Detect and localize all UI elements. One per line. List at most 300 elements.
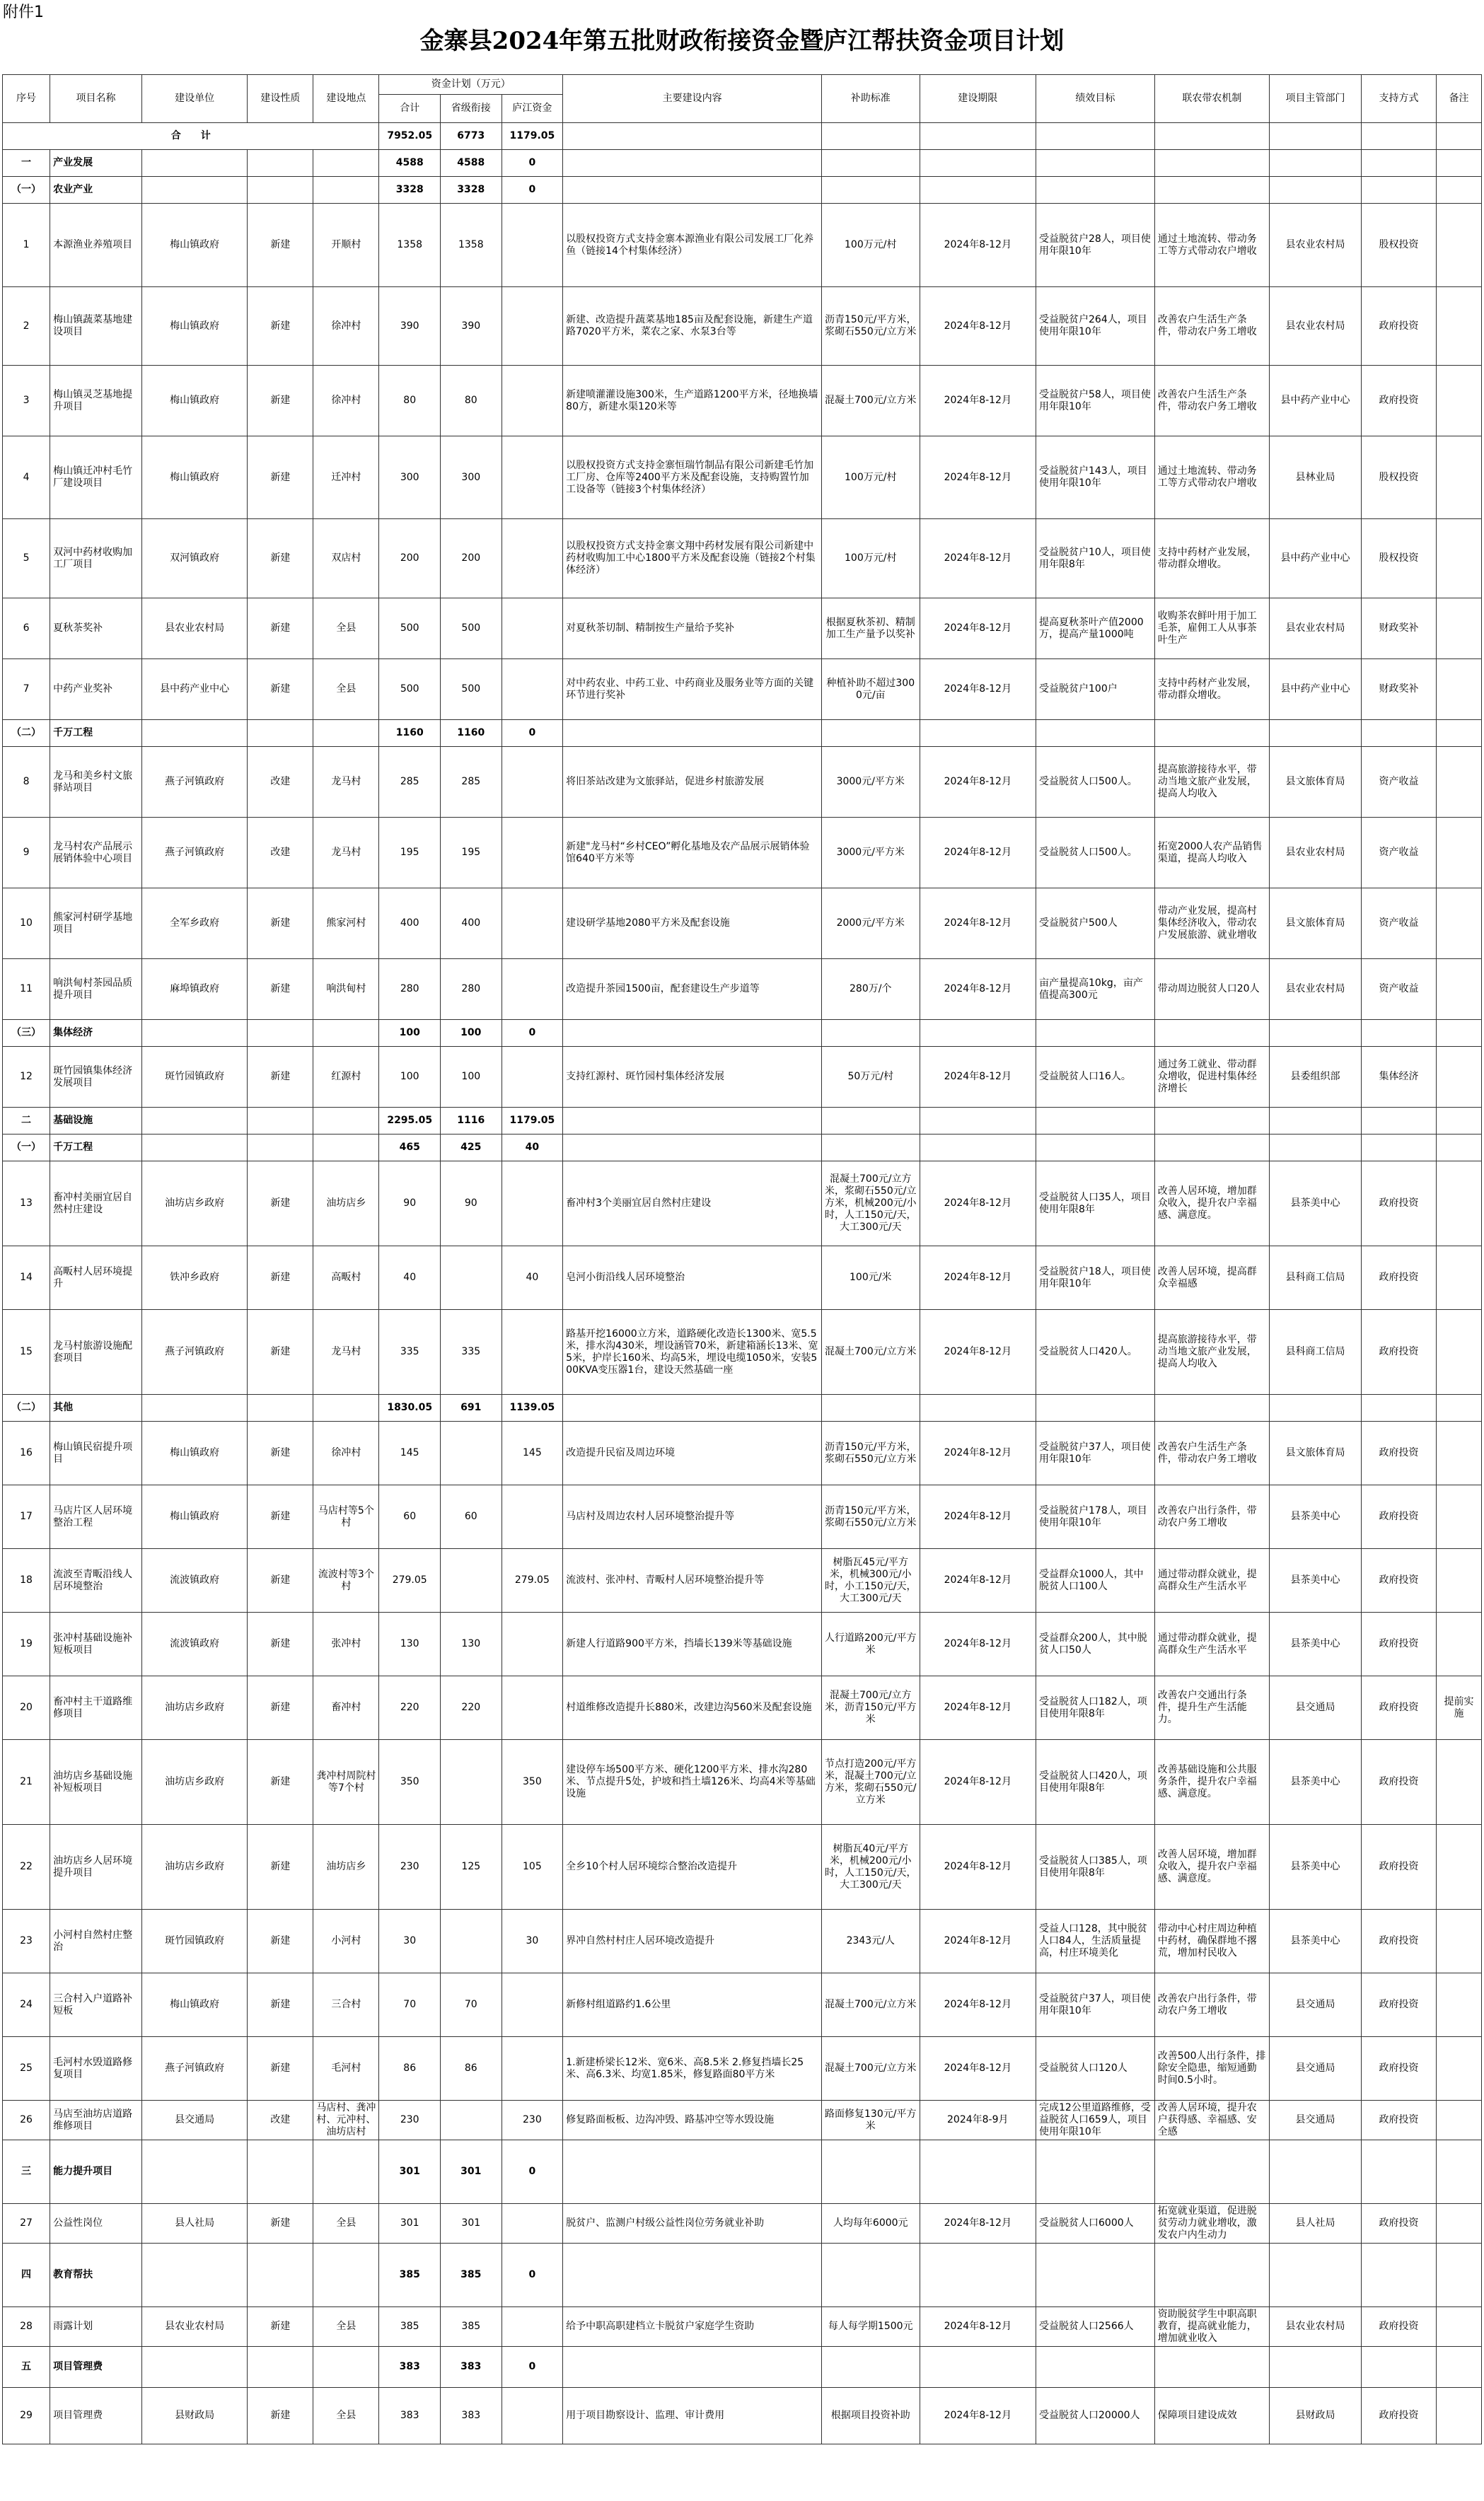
project-name: 油坊店乡基础设施补短板项目 xyxy=(50,1740,142,1825)
project-content: 对中药农业、中药工业、中药商业及服务业等方面的关键环节进行奖补 xyxy=(563,659,822,720)
project-provincial: 301 xyxy=(441,2204,502,2244)
project-name: 流波至青畈沿线人居环境整治 xyxy=(50,1549,142,1613)
project-support: 资产收益 xyxy=(1361,888,1436,959)
project-remark xyxy=(1437,2037,1482,2101)
section-total: 4588 xyxy=(379,150,441,177)
project-remark xyxy=(1437,1549,1482,1613)
project-lujiang xyxy=(502,959,563,1020)
project-period: 2024年8-9月 xyxy=(920,2101,1036,2140)
section-provincial: 383 xyxy=(441,2347,502,2388)
project-total: 390 xyxy=(379,287,441,366)
empty-cell xyxy=(1437,2140,1482,2204)
project-seq: 29 xyxy=(3,2388,50,2444)
project-subsidy: 混凝土700元/立方米 xyxy=(821,2037,920,2101)
project-subsidy: 混凝土700元/立方米，浆砌石550元/立方米，机械200元/小时，人工150元/天，大工300元/天 xyxy=(821,1161,920,1246)
project-content: 对夏秋茶切制、精制按生产量给予奖补 xyxy=(563,598,822,659)
project-period: 2024年8-12月 xyxy=(920,1422,1036,1485)
project-seq: 21 xyxy=(3,1740,50,1825)
project-unit: 斑竹园镇政府 xyxy=(141,1910,247,1973)
project-dept: 县农业农村局 xyxy=(1270,204,1362,287)
project-lujiang xyxy=(502,1613,563,1676)
project-lujiang xyxy=(502,1161,563,1246)
project-name: 熊家河村研学基地项目 xyxy=(50,888,142,959)
project-lujiang xyxy=(502,598,563,659)
project-plan-table xyxy=(2,74,1482,2444)
project-name: 畜冲村美丽宜居自然村庄建设 xyxy=(50,1161,142,1246)
header-row-1 xyxy=(3,75,1482,95)
header-content: 主要建设内容 xyxy=(563,75,822,123)
project-name: 项目管理费 xyxy=(50,2388,142,2444)
project-mechanism: 拓宽就业渠道，促进脱贫劳动力就业增收，激发农户内生动力 xyxy=(1154,2204,1269,2244)
project-remark xyxy=(1437,1310,1482,1395)
project-dept: 县交通局 xyxy=(1270,2101,1362,2140)
empty-cell xyxy=(920,2244,1036,2307)
project-provincial: 385 xyxy=(441,2307,502,2347)
project-mechanism: 资助脱贫学生中职高职教育，提高就业能力，增加就业收入 xyxy=(1154,2307,1269,2347)
section-provincial: 425 xyxy=(441,1135,502,1161)
project-lujiang xyxy=(502,204,563,287)
empty-cell xyxy=(1437,1135,1482,1161)
section-total: 383 xyxy=(379,2347,441,2388)
project-lujiang: 230 xyxy=(502,2101,563,2140)
project-unit: 县财政局 xyxy=(141,2388,247,2444)
project-row xyxy=(3,1825,1482,1910)
project-period: 2024年8-12月 xyxy=(920,1613,1036,1676)
project-location: 全县 xyxy=(313,659,379,720)
project-remark xyxy=(1437,436,1482,519)
project-nature: 新建 xyxy=(248,1910,313,1973)
empty-cell xyxy=(1036,150,1155,177)
project-provincial xyxy=(441,1246,502,1310)
project-nature: 新建 xyxy=(248,2307,313,2347)
project-period: 2024年8-12月 xyxy=(920,2204,1036,2244)
project-content: 以股权投资方式支持金寨恒瑞竹制品有限公司新建毛竹加工厂房、仓库等2400平方米及配套设施，支持购置竹加工设备等（链接3个村集体经济） xyxy=(563,436,822,519)
project-mechanism: 改善农户交通出行条件，提升生产生活能力。 xyxy=(1154,1676,1269,1740)
project-subsidy: 人行道路200元/平方米 xyxy=(821,1613,920,1676)
empty-cell xyxy=(563,720,822,747)
project-support: 政府投资 xyxy=(1361,1613,1436,1676)
section-lujiang: 0 xyxy=(502,720,563,747)
project-name: 双河中药材收购加工厂项目 xyxy=(50,519,142,598)
empty-cell xyxy=(821,177,920,204)
project-mechanism: 保障项目建设成效 xyxy=(1154,2388,1269,2444)
section-seq: 三 xyxy=(3,2140,50,2204)
empty-cell xyxy=(563,2244,822,2307)
project-remark xyxy=(1437,1246,1482,1310)
project-row xyxy=(3,888,1482,959)
project-seq: 23 xyxy=(3,1910,50,1973)
project-period: 2024年8-12月 xyxy=(920,1549,1036,1613)
project-unit: 油坊店乡政府 xyxy=(141,1825,247,1910)
project-nature: 新建 xyxy=(248,204,313,287)
section-name: 基础设施 xyxy=(50,1108,142,1135)
project-remark: 提前实施 xyxy=(1437,1676,1482,1740)
project-period: 2024年8-12月 xyxy=(920,204,1036,287)
project-unit: 油坊店乡政府 xyxy=(141,1676,247,1740)
project-location: 毛河村 xyxy=(313,2037,379,2101)
project-period: 2024年8-12月 xyxy=(920,1246,1036,1310)
project-unit: 燕子河镇政府 xyxy=(141,2037,247,2101)
project-provincial: 500 xyxy=(441,598,502,659)
empty-cell xyxy=(1270,1395,1362,1422)
header-fund-plan: 资金计划（万元） xyxy=(379,75,563,95)
project-total: 230 xyxy=(379,2101,441,2140)
project-kpi: 受益脱贫户18人，项目使用年限10年 xyxy=(1036,1246,1155,1310)
project-provincial: 390 xyxy=(441,287,502,366)
project-nature: 改建 xyxy=(248,747,313,818)
empty-cell xyxy=(821,2244,920,2307)
project-total: 383 xyxy=(379,2388,441,2444)
project-provincial: 130 xyxy=(441,1613,502,1676)
project-kpi: 受益脱贫人口35人，项目使用年限8年 xyxy=(1036,1161,1155,1246)
project-unit: 燕子河镇政府 xyxy=(141,818,247,888)
empty-cell xyxy=(821,1020,920,1047)
project-content: 界冲自然村村庄人居环境改造提升 xyxy=(563,1910,822,1973)
header-nature: 建设性质 xyxy=(248,75,313,123)
project-provincial: 1358 xyxy=(441,204,502,287)
section-seq: 二 xyxy=(3,1108,50,1135)
project-subsidy: 100万元/村 xyxy=(821,436,920,519)
section-provincial: 1160 xyxy=(441,720,502,747)
project-dept: 县茶美中心 xyxy=(1270,1161,1362,1246)
project-subsidy: 根据项目投资补助 xyxy=(821,2388,920,2444)
project-row xyxy=(3,2388,1482,2444)
empty-cell xyxy=(1270,1108,1362,1135)
project-content: 路基开挖16000立方米，道路硬化改造长1300米、宽5.5米，排水沟430米，埋设涵管70米，新建箱涵长13米、宽5米，护岸长160米、均高5米，埋设电缆1050米，安装500KVA变压器1台，建设天然基础一座 xyxy=(563,1310,822,1395)
project-total: 301 xyxy=(379,2204,441,2244)
project-total: 90 xyxy=(379,1161,441,1246)
project-row xyxy=(3,1422,1482,1485)
project-unit: 梅山镇政府 xyxy=(141,1485,247,1549)
section-lujiang: 1179.05 xyxy=(502,1108,563,1135)
project-support: 资产收益 xyxy=(1361,747,1436,818)
project-provincial: 300 xyxy=(441,436,502,519)
section-seq: （三） xyxy=(3,1020,50,1047)
project-row xyxy=(3,519,1482,598)
project-period: 2024年8-12月 xyxy=(920,1310,1036,1395)
project-subsidy: 沥青150元/平方米，浆砌石550元/立方米 xyxy=(821,287,920,366)
empty-cell xyxy=(141,720,247,747)
project-total: 100 xyxy=(379,1047,441,1108)
project-total: 500 xyxy=(379,598,441,659)
project-kpi: 受益脱贫人口385人，项目使用年限8年 xyxy=(1036,1825,1155,1910)
project-total: 30 xyxy=(379,1910,441,1973)
project-kpi: 受益脱贫人口182人，项目使用年限8年 xyxy=(1036,1676,1155,1740)
project-unit: 县农业农村局 xyxy=(141,2307,247,2347)
project-location: 全县 xyxy=(313,2204,379,2244)
project-dept: 县农业农村局 xyxy=(1270,598,1362,659)
project-mechanism: 提高旅游接待水平，带动当地文旅产业发展，提高人均收入 xyxy=(1154,747,1269,818)
project-lujiang xyxy=(502,2204,563,2244)
project-total: 70 xyxy=(379,1973,441,2037)
empty-cell xyxy=(141,1020,247,1047)
project-nature: 新建 xyxy=(248,1161,313,1246)
project-total: 279.05 xyxy=(379,1549,441,1613)
project-location: 熊家河村 xyxy=(313,888,379,959)
project-provincial: 60 xyxy=(441,1485,502,1549)
project-nature: 新建 xyxy=(248,2204,313,2244)
document-title: 金寨县2024年第五批财政衔接资金暨庐江帮扶资金项目计划 xyxy=(419,27,1065,55)
project-seq: 11 xyxy=(3,959,50,1020)
project-period: 2024年8-12月 xyxy=(920,1047,1036,1108)
project-unit: 县中药产业中心 xyxy=(141,659,247,720)
project-support: 股权投资 xyxy=(1361,436,1436,519)
empty-cell xyxy=(1036,177,1155,204)
section-lujiang: 0 xyxy=(502,2347,563,2388)
empty-cell xyxy=(1036,1020,1155,1047)
header-name: 项目名称 xyxy=(50,75,142,123)
project-unit: 梅山镇政府 xyxy=(141,366,247,436)
empty-cell xyxy=(313,1108,379,1135)
project-name: 公益性岗位 xyxy=(50,2204,142,2244)
project-subsidy: 280万/个 xyxy=(821,959,920,1020)
project-provincial: 195 xyxy=(441,818,502,888)
project-name: 三合村入户道路补短板 xyxy=(50,1973,142,2037)
project-provincial: 335 xyxy=(441,1310,502,1395)
section-lujiang: 0 xyxy=(502,150,563,177)
empty-cell xyxy=(141,1108,247,1135)
project-nature: 新建 xyxy=(248,659,313,720)
project-mechanism: 支持中药材产业发展，带动群众增收。 xyxy=(1154,659,1269,720)
project-content: 支持红源村、斑竹园村集体经济发展 xyxy=(563,1047,822,1108)
empty-cell xyxy=(920,2347,1036,2388)
project-period: 2024年8-12月 xyxy=(920,888,1036,959)
project-provincial: 400 xyxy=(441,888,502,959)
header-total: 合计 xyxy=(379,95,441,123)
project-location: 红源村 xyxy=(313,1047,379,1108)
project-period: 2024年8-12月 xyxy=(920,659,1036,720)
section-name: 教育帮扶 xyxy=(50,2244,142,2307)
project-kpi: 受益脱贫人口500人。 xyxy=(1036,818,1155,888)
project-remark xyxy=(1437,204,1482,287)
project-nature: 新建 xyxy=(248,366,313,436)
empty-cell xyxy=(248,177,313,204)
empty-cell xyxy=(1154,1395,1269,1422)
project-lujiang xyxy=(502,2037,563,2101)
empty-cell xyxy=(1270,720,1362,747)
project-seq: 1 xyxy=(3,204,50,287)
project-support: 集体经济 xyxy=(1361,1047,1436,1108)
project-seq: 13 xyxy=(3,1161,50,1246)
section-name: 千万工程 xyxy=(50,720,142,747)
project-provincial: 125 xyxy=(441,1825,502,1910)
project-support: 政府投资 xyxy=(1361,1161,1436,1246)
project-unit: 县人社局 xyxy=(141,2204,247,2244)
project-unit: 县农业农村局 xyxy=(141,598,247,659)
project-row xyxy=(3,1676,1482,1740)
empty-cell xyxy=(248,150,313,177)
section-row xyxy=(3,177,1482,204)
project-provincial xyxy=(441,1422,502,1485)
project-dept: 县农业农村局 xyxy=(1270,2307,1362,2347)
project-nature: 新建 xyxy=(248,598,313,659)
project-total: 400 xyxy=(379,888,441,959)
project-support: 政府投资 xyxy=(1361,287,1436,366)
project-remark xyxy=(1437,287,1482,366)
project-remark xyxy=(1437,818,1482,888)
empty-cell xyxy=(563,1135,822,1161)
empty-cell xyxy=(1154,1108,1269,1135)
project-remark xyxy=(1437,366,1482,436)
project-content: 皂河小街沿线人居环境整治 xyxy=(563,1246,822,1310)
project-unit: 麻埠镇政府 xyxy=(141,959,247,1020)
empty-cell xyxy=(248,2244,313,2307)
project-total: 60 xyxy=(379,1485,441,1549)
project-dept: 县茶美中心 xyxy=(1270,1910,1362,1973)
project-lujiang xyxy=(502,1310,563,1395)
project-total: 280 xyxy=(379,959,441,1020)
project-support: 政府投资 xyxy=(1361,2037,1436,2101)
project-name: 斑竹园镇集体经济发展项目 xyxy=(50,1047,142,1108)
project-remark xyxy=(1437,747,1482,818)
project-row xyxy=(3,598,1482,659)
section-total: 465 xyxy=(379,1135,441,1161)
header-period: 建设期限 xyxy=(920,75,1036,123)
grand-total-row xyxy=(3,123,1482,150)
project-remark xyxy=(1437,2307,1482,2347)
project-name: 油坊店乡人居环境提升项目 xyxy=(50,1825,142,1910)
empty-cell xyxy=(1437,720,1482,747)
project-subsidy: 人均每年6000元 xyxy=(821,2204,920,2244)
project-kpi: 受益脱贫户264人，项目使用年限10年 xyxy=(1036,287,1155,366)
section-lujiang: 0 xyxy=(502,2244,563,2307)
project-provincial: 220 xyxy=(441,1676,502,1740)
empty-cell xyxy=(1036,1135,1155,1161)
project-provincial xyxy=(441,1910,502,1973)
project-dept: 县茶美中心 xyxy=(1270,1825,1362,1910)
project-dept: 县交通局 xyxy=(1270,1676,1362,1740)
project-mechanism: 改善农户生活生产条件，带动农户务工增收 xyxy=(1154,287,1269,366)
project-name: 小河村自然村庄整治 xyxy=(50,1910,142,1973)
project-seq: 9 xyxy=(3,818,50,888)
project-dept: 县人社局 xyxy=(1270,2204,1362,2244)
project-lujiang xyxy=(502,366,563,436)
project-provincial xyxy=(441,1549,502,1613)
empty-cell xyxy=(313,150,379,177)
project-period: 2024年8-12月 xyxy=(920,1910,1036,1973)
project-kpi: 受益脱贫人口420人，项目使用年限8年 xyxy=(1036,1740,1155,1825)
project-content: 建设停车场500平方米、硬化1200平方米、排水沟280米、节点提升5处，护坡和挡土墙126米、均高4米等基础设施 xyxy=(563,1740,822,1825)
project-kpi: 受益脱贫人口2566人 xyxy=(1036,2307,1155,2347)
empty-cell xyxy=(1036,2347,1155,2388)
empty-cell xyxy=(563,1108,822,1135)
project-subsidy: 100万元/村 xyxy=(821,519,920,598)
project-subsidy: 混凝土700元/立方米 xyxy=(821,1973,920,2037)
empty-cell xyxy=(1361,2244,1436,2307)
project-location: 双店村 xyxy=(313,519,379,598)
project-nature: 新建 xyxy=(248,1825,313,1910)
project-nature: 新建 xyxy=(248,959,313,1020)
section-total: 301 xyxy=(379,2140,441,2204)
section-total: 1830.05 xyxy=(379,1395,441,1422)
empty-cell xyxy=(141,1395,247,1422)
project-support: 政府投资 xyxy=(1361,1246,1436,1310)
project-nature: 新建 xyxy=(248,1973,313,2037)
project-unit: 斑竹园镇政府 xyxy=(141,1047,247,1108)
section-name: 千万工程 xyxy=(50,1135,142,1161)
project-support: 政府投资 xyxy=(1361,1740,1436,1825)
empty-cell xyxy=(1036,2244,1155,2307)
project-support: 股权投资 xyxy=(1361,519,1436,598)
project-provincial: 100 xyxy=(441,1047,502,1108)
empty-cell xyxy=(563,177,822,204)
project-content: 新修村组道路约1.6公里 xyxy=(563,1973,822,2037)
project-provincial: 383 xyxy=(441,2388,502,2444)
empty-cell xyxy=(1437,1020,1482,1047)
project-remark xyxy=(1437,598,1482,659)
project-mechanism: 通过土地流转、带动务工等方式带动农户增收 xyxy=(1154,204,1269,287)
project-nature: 新建 xyxy=(248,436,313,519)
project-mechanism: 改善农户生活生产条件，带动农户务工增收 xyxy=(1154,1422,1269,1485)
project-location: 流波村等3个村 xyxy=(313,1549,379,1613)
project-seq: 10 xyxy=(3,888,50,959)
empty-cell xyxy=(1437,1108,1482,1135)
project-content: 新建人行道路900平方米，挡墙长139米等基础设施 xyxy=(563,1613,822,1676)
empty-cell xyxy=(1036,720,1155,747)
project-lujiang xyxy=(502,888,563,959)
project-total: 230 xyxy=(379,1825,441,1910)
project-unit: 全军乡政府 xyxy=(141,888,247,959)
project-lujiang: 105 xyxy=(502,1825,563,1910)
empty-cell xyxy=(1036,1395,1155,1422)
empty-cell xyxy=(1361,177,1436,204)
project-remark xyxy=(1437,519,1482,598)
project-lujiang xyxy=(502,436,563,519)
header-kpi: 绩效目标 xyxy=(1036,75,1155,123)
section-row xyxy=(3,150,1482,177)
project-row xyxy=(3,1047,1482,1108)
empty-cell xyxy=(248,1108,313,1135)
project-seq: 26 xyxy=(3,2101,50,2140)
project-seq: 18 xyxy=(3,1549,50,1613)
project-remark xyxy=(1437,1047,1482,1108)
project-content: 新建喷灌灌设施300米，生产道路1200平方米，径地换墙80方，新建水渠120米等 xyxy=(563,366,822,436)
project-dept: 县茶美中心 xyxy=(1270,1485,1362,1549)
project-unit: 梅山镇政府 xyxy=(141,1422,247,1485)
project-content: 改造提升民宿及周边环境 xyxy=(563,1422,822,1485)
project-row xyxy=(3,959,1482,1020)
empty-cell xyxy=(1270,2244,1362,2307)
empty-cell xyxy=(1361,1108,1436,1135)
project-lujiang xyxy=(502,519,563,598)
empty-cell xyxy=(1154,150,1269,177)
empty-cell xyxy=(821,720,920,747)
project-row xyxy=(3,1246,1482,1310)
project-seq: 28 xyxy=(3,2307,50,2347)
empty-cell xyxy=(1437,150,1482,177)
project-content: 新建、改造提升蔬菜基地185亩及配套设施，新建生产道路7020平方米，菜农之家、水泵3台等 xyxy=(563,287,822,366)
empty-cell xyxy=(1154,1020,1269,1047)
project-dept: 县委组织部 xyxy=(1270,1047,1362,1108)
project-nature: 新建 xyxy=(248,1549,313,1613)
project-support: 资产收益 xyxy=(1361,818,1436,888)
project-mechanism: 拓宽2000人农产品销售渠道，提高人均收入 xyxy=(1154,818,1269,888)
project-subsidy: 路面修复130元/平方米 xyxy=(821,2101,920,2140)
project-mechanism: 改善人居环境，增加群众收入，提升农户幸福感、满意度。 xyxy=(1154,1825,1269,1910)
project-period: 2024年8-12月 xyxy=(920,959,1036,1020)
project-kpi: 受益脱贫人口120人 xyxy=(1036,2037,1155,2101)
empty-cell xyxy=(1154,177,1269,204)
project-provincial: 70 xyxy=(441,1973,502,2037)
project-subsidy: 混凝土700元/立方米 xyxy=(821,366,920,436)
project-subsidy: 根据夏秋茶初、精制加工生产量予以奖补 xyxy=(821,598,920,659)
project-nature: 新建 xyxy=(248,1613,313,1676)
project-total: 145 xyxy=(379,1422,441,1485)
project-unit: 流波镇政府 xyxy=(141,1549,247,1613)
project-support: 政府投资 xyxy=(1361,1485,1436,1549)
project-unit: 流波镇政府 xyxy=(141,1613,247,1676)
project-period: 2024年8-12月 xyxy=(920,2388,1036,2444)
